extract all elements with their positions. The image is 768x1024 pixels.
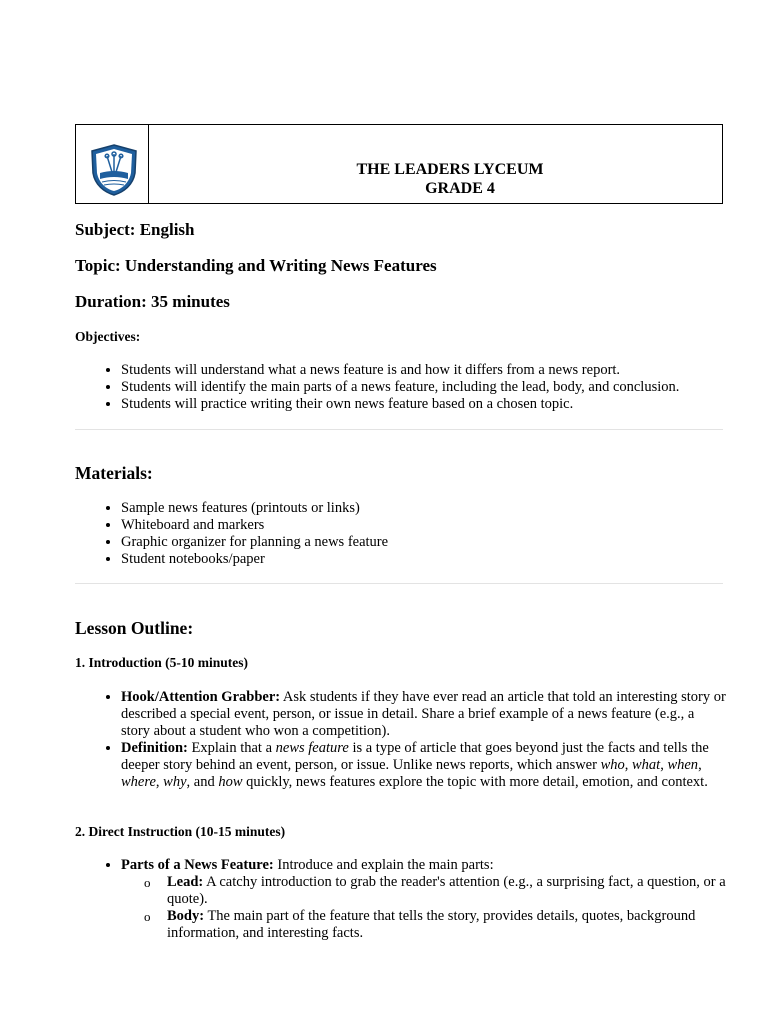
list-item: • Sample news features (printouts or links): [121, 500, 726, 517]
introduction-list: [96, 689, 726, 791]
lead-text: A catchy introduction to grab the reader's attention (e.g., a surprising fact, a question, or a quote).: [167, 874, 726, 907]
divider: [75, 583, 723, 584]
separator: ,: [698, 757, 702, 773]
duration-heading: Duration: 35 minutes: [75, 292, 230, 311]
materials-heading: Materials:: [75, 463, 153, 483]
question-word: where: [121, 774, 156, 790]
list-item: [167, 908, 726, 942]
question-word: who: [600, 757, 625, 773]
list-item: • Student notebooks/paper: [121, 551, 726, 568]
separator: ,: [624, 757, 632, 773]
list-item: [121, 740, 726, 791]
list-item: [121, 689, 726, 740]
separator: , and: [186, 774, 219, 790]
objectives-heading: Objectives:: [75, 329, 141, 344]
question-word: how: [218, 774, 243, 790]
list-item: • Students will identify the main parts of a news feature, including the lead, body, and conclusion.: [121, 379, 726, 396]
direct-instruction-heading: 2. Direct Instruction (10-15 minutes): [75, 824, 286, 839]
crest-shield-icon: [89, 143, 139, 197]
topic-heading: Topic: Understanding and Writing News Features: [75, 256, 437, 275]
question-word: what: [632, 757, 661, 773]
subject-heading: Subject: English: [75, 220, 195, 239]
divider: [75, 429, 723, 430]
body-label: Body:: [167, 908, 205, 924]
list-item: [167, 874, 726, 908]
school-name: THE LEADERS LYCEUM: [356, 161, 544, 178]
definition-text: quickly, news features explore the topic with more detail, emotion, and context.: [242, 774, 708, 790]
direct-instruction-list: [96, 857, 726, 942]
header-table: [75, 124, 723, 204]
materials-list: [96, 500, 726, 568]
list-item: • Students will understand what a news feature is and how it differs from a news report.: [121, 362, 726, 379]
logo-cell: [76, 125, 149, 203]
hook-text: Ask students if they have ever read an article that told an interesting story or described a special event, person, or issue in detail. Share a brief example of a news feature (e.g., a story about a student who won a competition).: [121, 689, 726, 739]
lesson-outline-heading: Lesson Outline:: [75, 618, 194, 638]
parts-text: Introduce and explain the main parts:: [273, 857, 494, 873]
separator: ,: [660, 757, 668, 773]
list-item: • Graphic organizer for planning a news feature: [121, 534, 726, 551]
objectives-list: [96, 362, 726, 413]
lead-label: Lead:: [167, 874, 204, 890]
definition-term: news feature: [275, 740, 349, 756]
grade-label: GRADE 4: [425, 180, 495, 197]
question-word: when: [667, 757, 699, 773]
introduction-heading: 1. Introduction (5-10 minutes): [75, 655, 249, 670]
separator: ,: [155, 774, 164, 790]
list-item: • Students will practice writing their own news feature based on a chosen topic.: [121, 396, 726, 413]
definition-text: Explain that a: [187, 740, 276, 756]
parts-sublist: [121, 874, 726, 942]
hook-label: Hook/Attention Grabber:: [121, 689, 281, 705]
school-title: [148, 160, 722, 198]
parts-label: Parts of a News Feature:: [121, 857, 274, 873]
definition-text: is a type of article that goes beyond just the facts and tells the deeper story behind an event, person, or issue. Unlike news reports, which answer: [121, 740, 709, 773]
list-item: • Whiteboard and markers: [121, 517, 726, 534]
question-word: why: [163, 774, 187, 790]
body-text: The main part of the feature that tells the story, provides details, quotes, background information, and interesting facts.: [167, 908, 696, 941]
list-item: [121, 857, 726, 942]
definition-label: Definition:: [121, 740, 188, 756]
